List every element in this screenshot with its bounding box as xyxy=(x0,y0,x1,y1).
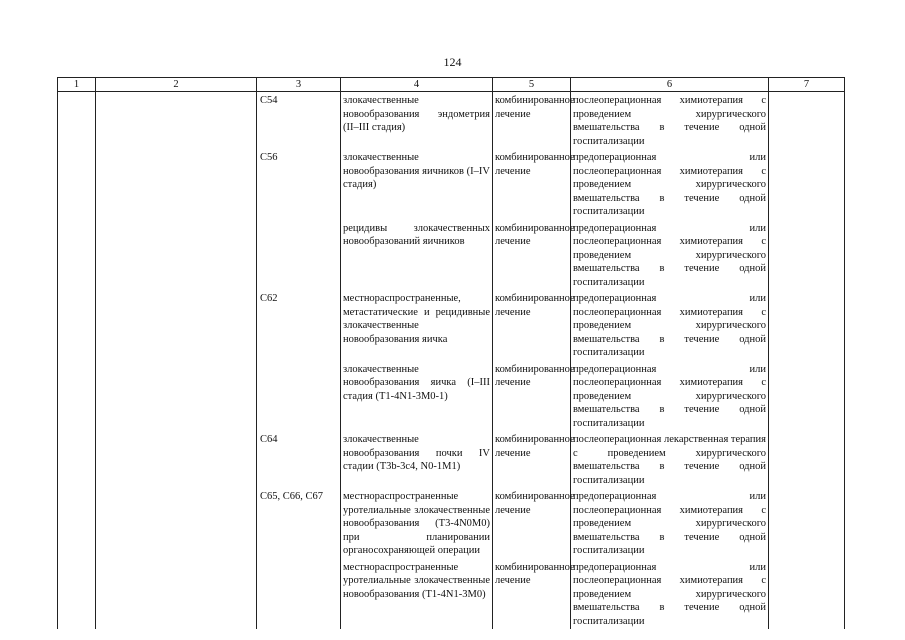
diagnosis-code xyxy=(257,559,341,630)
diagnosis-description: злокачественные новообразования яичников (I–IV стадия) xyxy=(341,149,493,220)
diagnosis-code: C62 xyxy=(257,290,341,361)
cell-empty xyxy=(96,92,257,150)
treatment-method: предоперационная или послеоперационная химиотерапия с проведением хирургического вмешательства в течение одной госпитализации xyxy=(571,488,769,559)
cell-empty xyxy=(58,220,96,291)
cell-empty xyxy=(96,290,257,361)
column-header: 2 xyxy=(96,78,257,92)
cell-empty xyxy=(96,149,257,220)
diagnosis-description: злокачественные новообразования яичка (I–III стадия (T1-4N1-3M0-1) xyxy=(341,361,493,432)
cell-empty xyxy=(58,149,96,220)
treatment-method: предоперационная или послеоперационная химиотерапия с проведением хирургического вмешательства в течение одной госпитализации xyxy=(571,220,769,291)
cell-empty xyxy=(769,92,845,150)
cell-empty xyxy=(769,149,845,220)
cell-empty xyxy=(769,488,845,559)
table-row xyxy=(58,431,845,488)
treatment-method: предоперационная или послеоперационная химиотерапия с проведением хирургического вмешательства в течение одной госпитализации xyxy=(571,290,769,361)
diagnosis-description: рецидивы злокачественных новообразований яичников xyxy=(341,220,493,291)
table-header-row xyxy=(58,78,845,92)
cell-empty xyxy=(58,92,96,150)
cell-empty xyxy=(769,290,845,361)
cell-empty xyxy=(58,361,96,432)
column-header: 6 xyxy=(571,78,769,92)
treatment-type: комбинированное лечение xyxy=(493,92,571,150)
treatment-type: комбинированное лечение xyxy=(493,149,571,220)
treatment-method: послеоперационная химиотерапия с проведением хирургического вмешательства в течение одной госпитализации xyxy=(571,92,769,150)
table-row xyxy=(58,290,845,361)
column-header: 1 xyxy=(58,78,96,92)
table-row xyxy=(58,361,845,432)
table-row xyxy=(58,220,845,291)
diagnosis-code xyxy=(257,220,341,291)
diagnosis-description: местнораспространенные, метастатические и рецидивные злокачественные новообразования яичка xyxy=(341,290,493,361)
cell-empty xyxy=(96,488,257,559)
table-row xyxy=(58,92,845,150)
cell-empty xyxy=(96,431,257,488)
treatment-type: комбинированное лечение xyxy=(493,220,571,291)
cell-empty xyxy=(769,220,845,291)
cell-empty xyxy=(58,290,96,361)
treatment-method: предоперационная или послеоперационная химиотерапия с проведением хирургического вмешательства в течение одной госпитализации xyxy=(571,361,769,432)
diagnosis-code xyxy=(257,361,341,432)
cell-empty xyxy=(769,559,845,630)
cell-empty xyxy=(96,361,257,432)
column-header: 4 xyxy=(341,78,493,92)
diagnosis-description: местнораспространенные уротелиальные злокачественные новообразования (T3-4N0M0) при планировании органосохраняющей операции xyxy=(341,488,493,559)
table-row xyxy=(58,149,845,220)
diagnosis-code: C64 xyxy=(257,431,341,488)
medical-care-table xyxy=(57,77,845,629)
treatment-type: комбинированное лечение xyxy=(493,290,571,361)
cell-empty xyxy=(769,361,845,432)
page-number: 124 xyxy=(443,55,462,69)
cell-empty xyxy=(58,488,96,559)
diagnosis-description: местнораспространенные уротелиальные злокачественные новообразования (T1-4N1-3M0) xyxy=(341,559,493,630)
table-row xyxy=(58,488,845,559)
column-header: 3 xyxy=(257,78,341,92)
treatment-method: предоперационная или послеоперационная химиотерапия с проведением хирургического вмешательства в течение одной госпитализации xyxy=(571,559,769,630)
column-header: 7 xyxy=(769,78,845,92)
diagnosis-description: злокачественные новообразования почки IV стадии (T3b-3c4, N0-1M1) xyxy=(341,431,493,488)
treatment-type: комбинированное лечение xyxy=(493,361,571,432)
diagnosis-description: злокачественные новообразования эндометрия (II–III стадия) xyxy=(341,92,493,150)
cell-empty xyxy=(58,559,96,630)
cell-empty xyxy=(96,559,257,630)
cell-empty xyxy=(769,431,845,488)
treatment-method: предоперационная или послеоперационная химиотерапия с проведением хирургического вмешательства в течение одной госпитализации xyxy=(571,149,769,220)
diagnosis-code: C54 xyxy=(257,92,341,150)
diagnosis-code: C65, C66, C67 xyxy=(257,488,341,559)
treatment-type: комбинированное лечение xyxy=(493,431,571,488)
treatment-method: послеоперационная лекарственная терапия с проведением хирургического вмешательства в течение одной госпитализации xyxy=(571,431,769,488)
cell-empty xyxy=(96,220,257,291)
column-header: 5 xyxy=(493,78,571,92)
diagnosis-code: C56 xyxy=(257,149,341,220)
treatment-type: комбинированное лечение xyxy=(493,559,571,630)
cell-empty xyxy=(58,431,96,488)
table-row xyxy=(58,559,845,630)
treatment-type: комбинированное лечение xyxy=(493,488,571,559)
